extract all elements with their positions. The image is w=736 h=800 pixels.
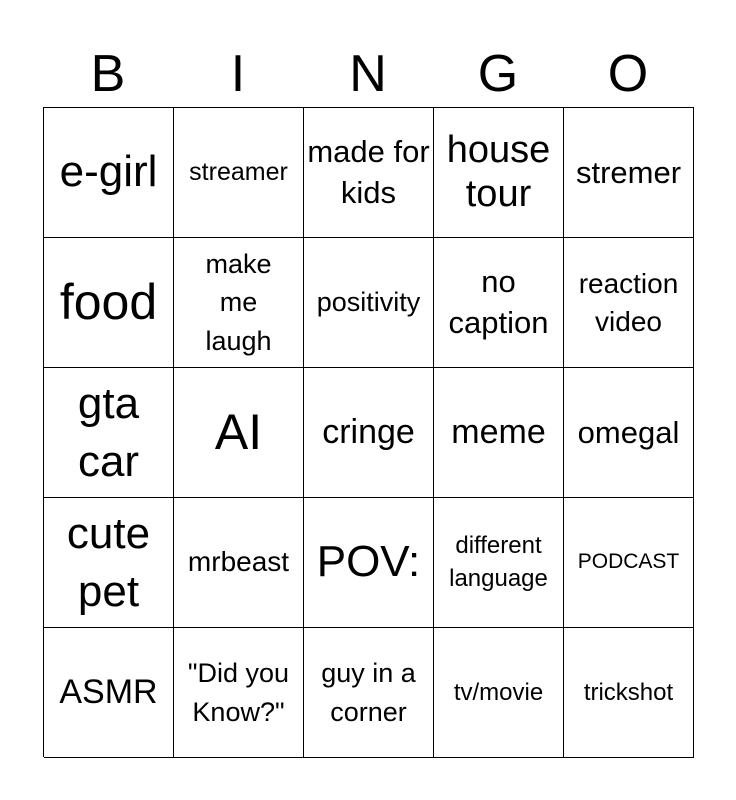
cell-label: streamer	[189, 158, 288, 187]
bingo-cell-r3c1[interactable]	[44, 368, 174, 498]
bingo-cell-r5c2[interactable]	[174, 628, 304, 758]
bingo-cell-r3c3[interactable]	[304, 368, 434, 498]
cell-label: POV:	[316, 537, 421, 587]
cell-label: PODCAST	[577, 550, 680, 574]
bingo-cell-r2c5[interactable]	[564, 238, 694, 368]
cell-label: stremer	[575, 154, 682, 190]
cell-label: meme	[451, 412, 546, 451]
cell-label: cringe	[322, 412, 415, 451]
cell-label: food	[59, 273, 158, 330]
bingo-cell-r5c3[interactable]	[304, 628, 434, 758]
cell-label: mrbeast	[187, 546, 290, 578]
bingo-board	[43, 107, 694, 757]
cell-label: reaction video	[578, 267, 679, 337]
header-letter-g: G	[477, 45, 519, 103]
cell-label: no caption	[448, 264, 549, 340]
bingo-cell-r4c3[interactable]	[304, 498, 434, 628]
header-letter-o: O	[607, 45, 649, 103]
header-letter-b: B	[90, 45, 126, 103]
bingo-cell-r4c1[interactable]	[44, 498, 174, 628]
cell-label: cute pet	[66, 509, 151, 616]
bingo-cell-r2c2[interactable]	[174, 238, 304, 368]
cell-label: tv/movie	[453, 678, 544, 706]
bingo-cell-r3c2[interactable]	[174, 368, 304, 498]
bingo-cell-r2c3[interactable]	[304, 238, 434, 368]
cell-label: "Did you Know?"	[187, 658, 290, 727]
bingo-cell-r2c1[interactable]	[44, 238, 174, 368]
cell-label: e-girl	[59, 147, 158, 197]
cell-label: trickshot	[583, 678, 674, 706]
cell-label: omegal	[577, 414, 680, 450]
cell-label: house tour	[446, 128, 551, 215]
cell-label: make me laugh	[205, 249, 272, 356]
cell-label: ASMR	[59, 672, 158, 711]
cell-label: gta car	[77, 379, 140, 486]
bingo-cell-r1c2[interactable]	[174, 108, 304, 238]
bingo-cell-r5c4[interactable]	[434, 628, 564, 758]
header-letter-i: I	[230, 45, 246, 103]
bingo-cell-r4c4[interactable]	[434, 498, 564, 628]
bingo-cell-r3c5[interactable]	[564, 368, 694, 498]
bingo-cell-r3c4[interactable]	[434, 368, 564, 498]
bingo-cell-r5c1[interactable]	[44, 628, 174, 758]
bingo-header	[43, 40, 693, 108]
header-letter-n: N	[349, 45, 387, 103]
cell-label: guy in a corner	[321, 658, 416, 727]
bingo-cell-r4c5[interactable]	[564, 498, 694, 628]
cell-label: made for kids	[307, 134, 430, 210]
cell-label: positivity	[316, 286, 421, 317]
bingo-cell-r1c3[interactable]	[304, 108, 434, 238]
cell-label: AI	[214, 403, 263, 460]
cell-label: different language	[449, 532, 548, 592]
bingo-cell-r1c1[interactable]	[44, 108, 174, 238]
bingo-cell-r4c2[interactable]	[174, 498, 304, 628]
bingo-cell-r1c4[interactable]	[434, 108, 564, 238]
bingo-cell-r2c4[interactable]	[434, 238, 564, 368]
bingo-cell-r1c5[interactable]	[564, 108, 694, 238]
bingo-cell-r5c5[interactable]	[564, 628, 694, 758]
